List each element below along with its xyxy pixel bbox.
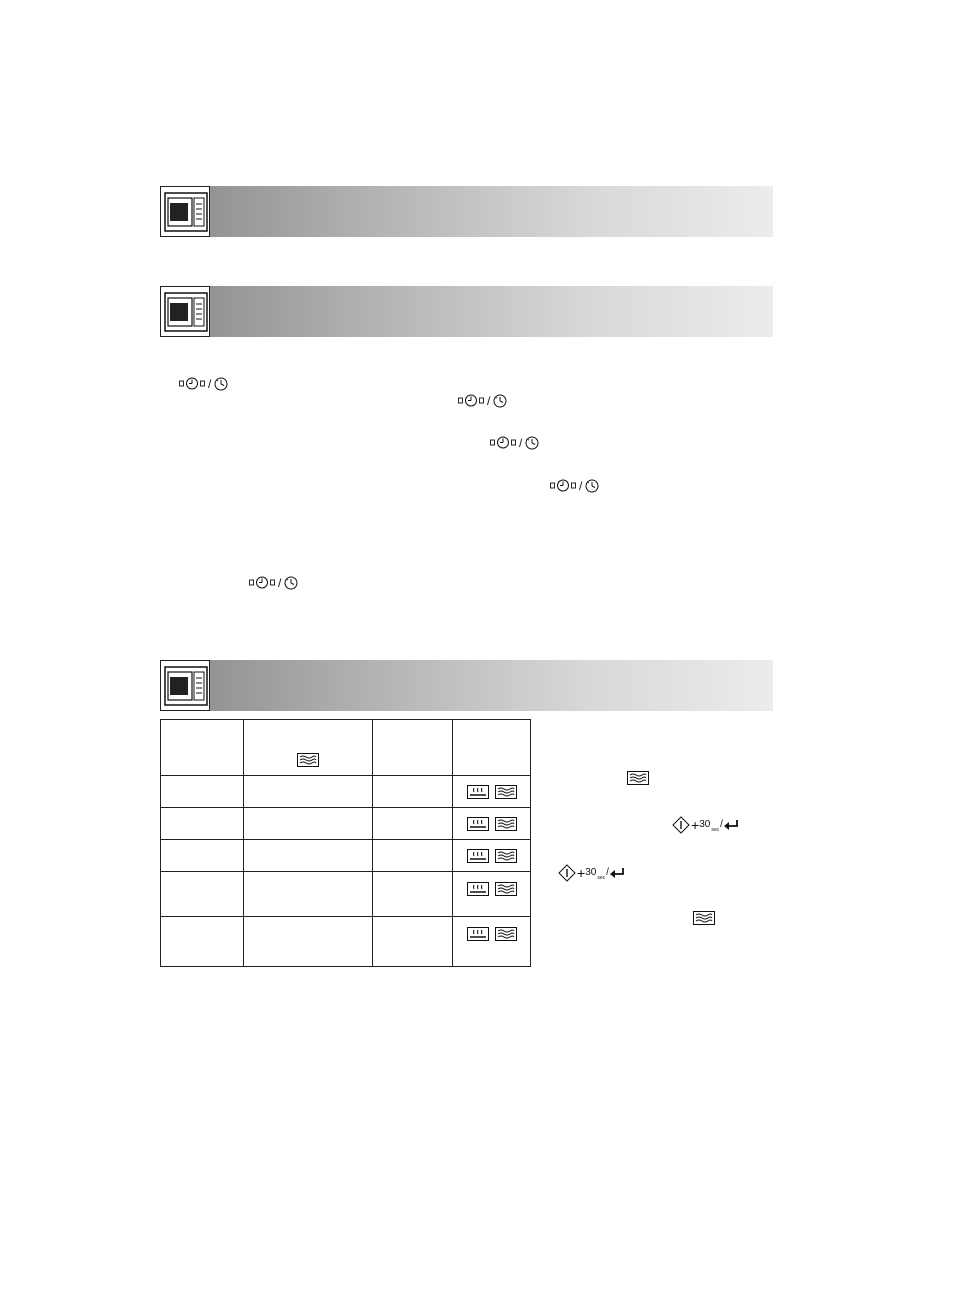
- clock-timer-symbol: /: [458, 394, 507, 408]
- microwave-icon: [297, 753, 319, 767]
- table-cell: [161, 917, 244, 967]
- table-row: [161, 917, 531, 967]
- table-cell: [161, 840, 244, 872]
- table-cell: [373, 917, 453, 967]
- table-cell: [161, 776, 244, 808]
- table-cell: [244, 840, 373, 872]
- table-cell: [453, 917, 531, 967]
- table-header-row: [161, 720, 531, 776]
- start-30sec-enter-symbol: + 30 sec /: [672, 816, 739, 834]
- enter-arrow-icon: [609, 867, 625, 879]
- timer-icon: [585, 479, 599, 493]
- microwave-oven-icon: [160, 660, 210, 711]
- table-cell: [244, 872, 373, 917]
- table-cell: [373, 840, 453, 872]
- table-cell: [453, 808, 531, 840]
- clock-timer-symbol: /: [179, 377, 228, 391]
- grill-icon: [467, 927, 489, 941]
- timer-icon: [493, 394, 507, 408]
- program-table: [160, 719, 531, 967]
- table-cell: [453, 840, 531, 872]
- section-banner-2: [160, 286, 773, 337]
- microwave-icon: [495, 849, 517, 863]
- section-banner-3: [160, 660, 773, 711]
- microwave-icon: [495, 882, 517, 896]
- enter-arrow-icon: [723, 819, 739, 831]
- table-cell: [373, 808, 453, 840]
- clock-icon: [179, 377, 205, 391]
- table-row: [161, 840, 531, 872]
- table-cell: [453, 776, 531, 808]
- timer-icon: [525, 436, 539, 450]
- timer-icon: [214, 377, 228, 391]
- grill-icon: [467, 882, 489, 896]
- clock-timer-symbol: /: [490, 436, 539, 450]
- microwave-icon: [495, 927, 517, 941]
- clock-icon: [249, 576, 275, 590]
- microwave-icon: [495, 785, 517, 799]
- clock-timer-symbol: /: [550, 479, 599, 493]
- table-cell: [244, 720, 373, 776]
- microwave-oven-icon: [160, 286, 210, 337]
- table-row: [161, 872, 531, 917]
- table-cell: [244, 776, 373, 808]
- clock-timer-symbol: /: [249, 576, 298, 590]
- microwave-icon: [495, 817, 517, 831]
- table-cell: [373, 872, 453, 917]
- grill-icon: [467, 785, 489, 799]
- clock-icon: [458, 394, 484, 408]
- table-cell: [161, 720, 244, 776]
- start-icon: [672, 816, 690, 834]
- start-30sec-enter-symbol: + 30 sec /: [558, 864, 625, 882]
- timer-icon: [284, 576, 298, 590]
- table-cell: [373, 720, 453, 776]
- table-cell: [161, 808, 244, 840]
- table-cell: [453, 720, 531, 776]
- table-row: [161, 776, 531, 808]
- table-row: [161, 808, 531, 840]
- section-banner-1: [160, 186, 773, 237]
- table-cell: [373, 776, 453, 808]
- grill-icon: [467, 817, 489, 831]
- microwave-oven-icon: [160, 186, 210, 237]
- table-cell: [244, 808, 373, 840]
- start-icon: [558, 864, 576, 882]
- table-cell: [453, 872, 531, 917]
- microwave-icon: [693, 911, 715, 925]
- table-cell: [161, 872, 244, 917]
- table-cell: [244, 917, 373, 967]
- clock-icon: [490, 436, 516, 450]
- grill-icon: [467, 849, 489, 863]
- microwave-icon: [627, 771, 649, 785]
- clock-icon: [550, 479, 576, 493]
